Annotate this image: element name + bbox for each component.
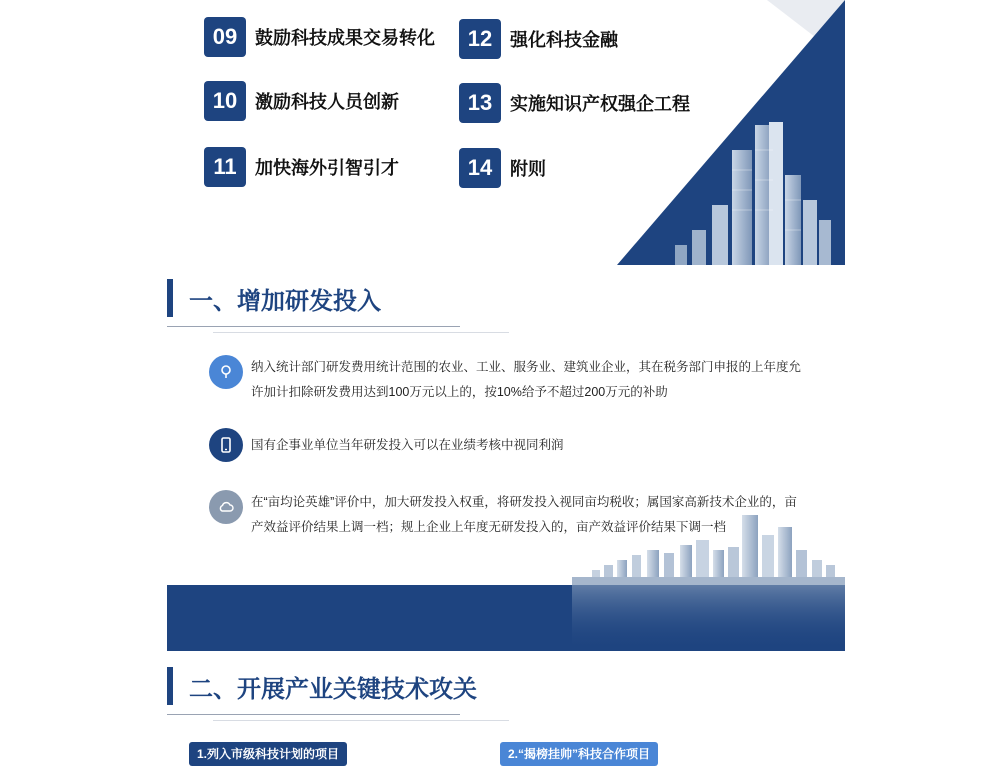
phone-icon xyxy=(209,428,243,462)
bullet-text: 纳入统计部门研发费用统计范围的农业、工业、服务业、建筑业企业，其在税务部门申报的上年度允许加计扣除研发费用达到100万元以上的，按10%给予不超过200万元的补助 xyxy=(251,360,802,399)
subtopic-tag-jiebang[interactable]: 2.“揭榜挂帅”科技合作项目 xyxy=(500,742,658,766)
toc-label: 加快海外引智引才 xyxy=(255,158,399,178)
section2-heading xyxy=(167,667,567,727)
toc-number: 10 xyxy=(204,81,246,121)
heading-accent-bar xyxy=(167,667,173,705)
cloud-icon xyxy=(209,490,243,524)
heading-divider xyxy=(213,720,509,721)
toc-item-09[interactable] xyxy=(204,17,435,57)
subtopic-tag-municipal-plan[interactable]: 1.列入市级科技计划的项目 xyxy=(189,742,347,766)
section1-title: 一、增加研发投入 xyxy=(189,288,381,315)
toc-number: 12 xyxy=(459,19,501,59)
heading-divider xyxy=(213,332,509,333)
policy-page xyxy=(167,0,845,771)
city-skyline-image xyxy=(572,505,845,651)
bullet-soe-profit xyxy=(209,428,809,462)
heading-divider xyxy=(167,326,460,327)
toc-label: 实施知识产权强企工程 xyxy=(510,94,690,114)
section2-title: 二、开展产业关键技术攻关 xyxy=(189,676,477,703)
toc-item-10[interactable] xyxy=(204,81,399,121)
skyline-triangle-image xyxy=(617,0,845,265)
toc-item-11[interactable] xyxy=(204,147,399,187)
section1-heading xyxy=(167,279,567,339)
toc-item-12[interactable] xyxy=(459,19,618,59)
toc-label: 强化科技金融 xyxy=(510,30,618,50)
lightbulb-icon xyxy=(209,355,243,389)
toc-number: 09 xyxy=(204,17,246,57)
toc-number: 11 xyxy=(204,147,246,187)
toc-number: 13 xyxy=(459,83,501,123)
bullet-text: 国有企事业单位当年研发投入可以在业绩考核中视同利润 xyxy=(251,438,564,452)
toc-label: 附则 xyxy=(510,159,546,179)
heading-accent-bar xyxy=(167,279,173,317)
bullet-rd-subsidy xyxy=(209,355,809,405)
heading-divider xyxy=(167,714,460,715)
toc-item-14[interactable] xyxy=(459,148,546,188)
bullet-text: 在“亩均论英雄”评价中，加大研发投入权重，将研发投入视同亩均税收；属国家高新技术企业的，亩产效益评价结果上调一档；规上企业上年度无研发投入的，亩产效益评价结果下调一档 xyxy=(251,495,797,534)
toc-label: 激励科技人员创新 xyxy=(255,92,399,112)
toc-number: 14 xyxy=(459,148,501,188)
toc-label: 鼓励科技成果交易转化 xyxy=(255,28,435,48)
